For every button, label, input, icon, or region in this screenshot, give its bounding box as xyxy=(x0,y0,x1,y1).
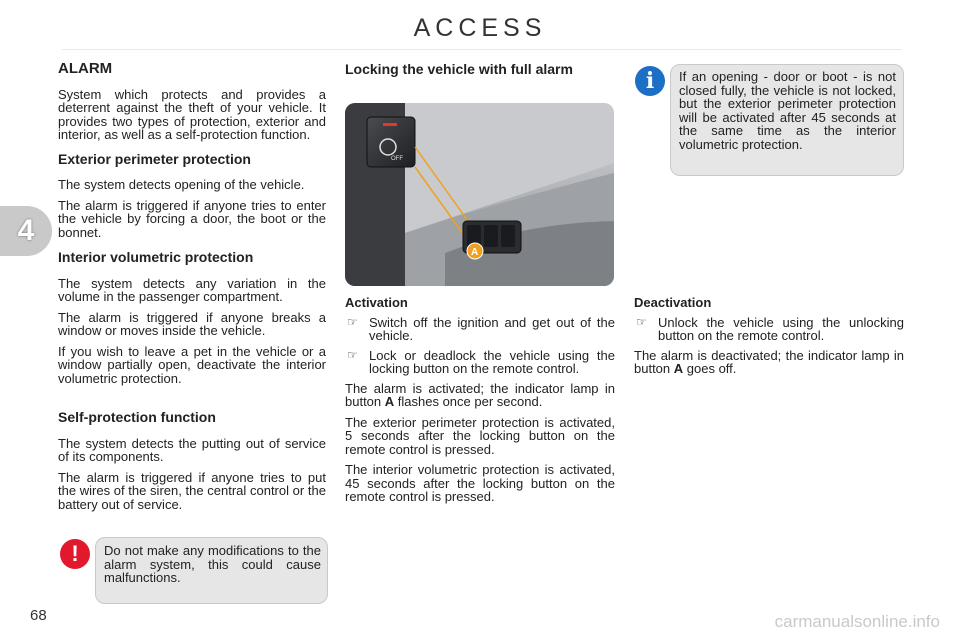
self-protection-text-1: The system detects the putting out of service of its components. xyxy=(58,435,326,464)
alarm-heading: ALARM xyxy=(58,60,113,77)
alarm-intro: System which protects and provides a deterrent against the theft of your vehicle. It provides two types of protection, exterior and interior, as well as a self-protection function. xyxy=(58,86,326,142)
column-middle xyxy=(345,296,615,511)
info-text: If an opening - door or boot - is not closed fully, the vehicle is not locked, but the exterior perimeter protection will be activated after 45 seconds at the same time as the interior volumetric protection. xyxy=(679,69,896,152)
activation-step-2: Lock or deadlock the vehicle using the locking button on the remote control. xyxy=(369,347,615,376)
page-title: ACCESS xyxy=(413,14,547,42)
deactivation-step-1: Unlock the vehicle using the unlocking button on the remote control. xyxy=(658,314,904,343)
info-box xyxy=(670,64,904,176)
header-rule xyxy=(62,49,902,50)
photo-button-off-text: OFF xyxy=(391,156,403,162)
locking-heading: Locking the vehicle with full alarm xyxy=(345,61,573,77)
interior-heading: Interior volumetric protection xyxy=(58,249,254,265)
deactivation-text-post: goes off. xyxy=(683,361,737,376)
exclamation-icon: ! xyxy=(60,539,90,569)
deactivation-text-pre: The alarm is deactivated; the indicator lamp in button xyxy=(634,347,904,376)
pointing-hand-icon: ☞ xyxy=(636,314,647,329)
interior-text-3: If you wish to leave a pet in the vehicle or a window partially open, deactivate the interior volumetric protection. xyxy=(58,343,326,386)
activation-text-1-post: flashes once per second. xyxy=(394,394,543,409)
activation-text-1 xyxy=(345,382,615,409)
exterior-text-1: The system detects opening of the vehicle. xyxy=(58,177,305,192)
photo-label-a: A xyxy=(471,247,479,258)
self-protection-heading: Self-protection function xyxy=(58,409,216,425)
warning-text: Do not make any modifications to the alarm system, this could cause malfunctions. xyxy=(104,543,321,585)
self-protection-text-2: The alarm is triggered if anyone tries to put the wires of the siren, the central control or the battery out of service. xyxy=(58,469,326,512)
exterior-text-2: The alarm is triggered if anyone tries to enter the vehicle by forcing a door, the boot or the bonnet. xyxy=(58,197,326,240)
button-a-ref: A xyxy=(673,361,684,376)
pointing-hand-icon: ☞ xyxy=(347,314,358,329)
info-icon: i xyxy=(635,66,665,96)
deactivation-heading: Deactivation xyxy=(634,295,712,310)
interior-text-1: The system detects any variation in the volume in the passenger compartment. xyxy=(58,275,326,304)
pointing-hand-icon: ☞ xyxy=(347,347,358,362)
column-right xyxy=(634,296,904,383)
list-item xyxy=(345,349,615,376)
deactivation-text xyxy=(634,349,904,376)
deactivation-steps xyxy=(634,316,904,343)
list-item xyxy=(345,316,615,343)
activation-step-1: Switch off the ignition and get out of the vehicle. xyxy=(369,314,615,343)
page-number: 68 xyxy=(30,607,47,624)
dashboard-photo xyxy=(345,103,614,286)
column-left xyxy=(58,62,326,518)
activation-heading: Activation xyxy=(345,295,408,310)
chapter-number: 4 xyxy=(17,214,35,247)
watermark: carmanualsonline.info xyxy=(774,612,940,631)
warning-box xyxy=(95,537,328,604)
list-item xyxy=(634,316,904,343)
activation-steps xyxy=(345,316,615,376)
button-a-ref: A xyxy=(384,394,395,409)
interior-text-2: The alarm is triggered if anyone breaks a window or moves inside the vehicle. xyxy=(58,309,326,338)
exterior-heading: Exterior perimeter protection xyxy=(58,150,251,167)
activation-text-3: The interior volumetric protection is activated, 45 seconds after the locking button on the remote control is pressed. xyxy=(345,462,615,504)
activation-text-1-pre: The alarm is activated; the indicator lamp in button xyxy=(345,380,615,409)
activation-text-2: The exterior perimeter protection is activated, 5 seconds after the locking button on the remote control is pressed. xyxy=(345,414,615,457)
